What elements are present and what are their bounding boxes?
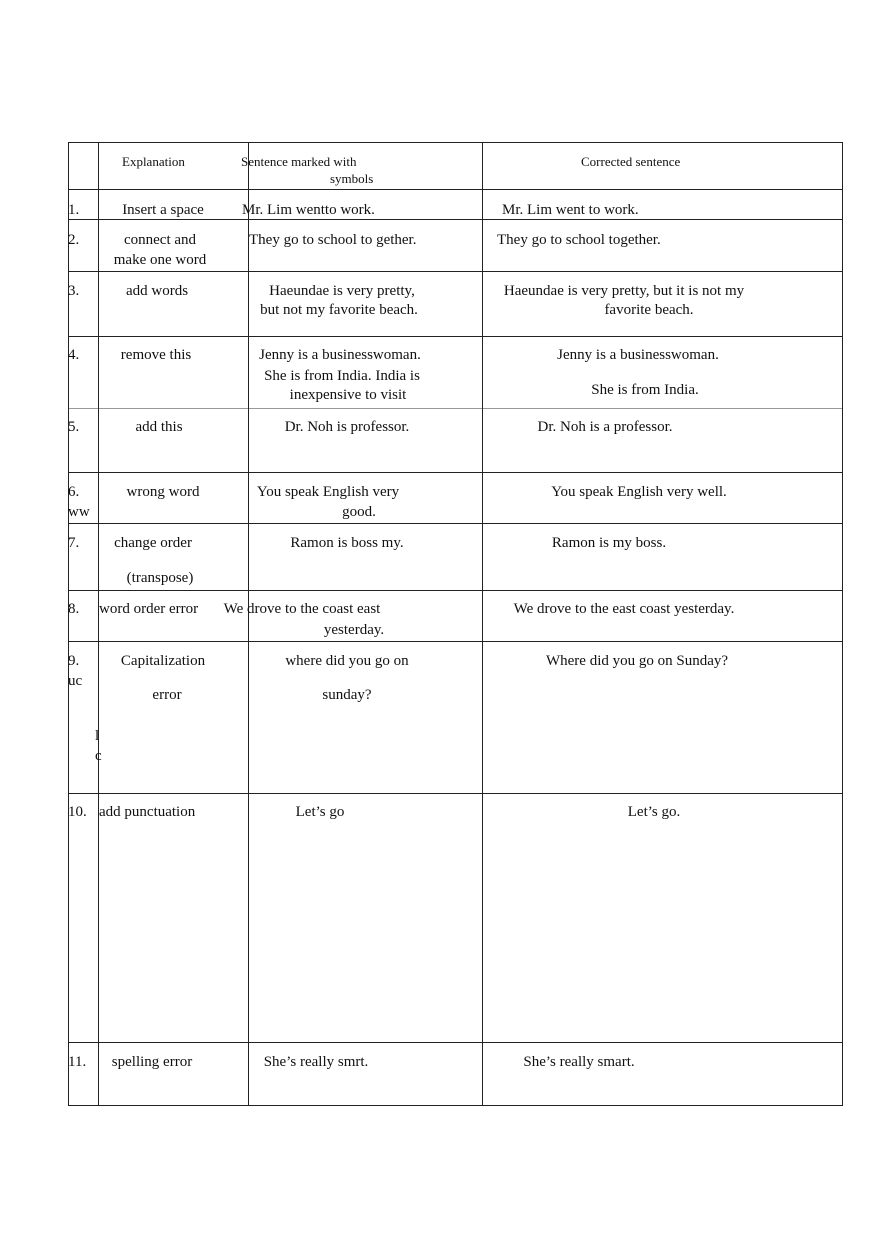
row-divider (68, 142, 843, 143)
marked-sentence: where did you go on (285, 653, 409, 669)
header-explanation: Explanation (122, 154, 185, 169)
marked-sentence: Jenny is a businesswoman. (259, 347, 421, 363)
corrected-sentence: They go to school together. (497, 232, 661, 248)
marked-sentence: Ramon is boss my. (290, 535, 404, 551)
corrected-sentence: Mr. Lim went to work. (502, 202, 639, 218)
explanation-text: (transpose) (126, 570, 194, 586)
marked-sentence: We drove to the coast east (223, 601, 381, 617)
row-divider (68, 336, 843, 337)
row-divider (68, 590, 843, 591)
explanation-text: wrong word (126, 484, 200, 500)
corrected-sentence: She is from India. (591, 382, 699, 398)
row-divider (68, 189, 843, 190)
column-divider (482, 142, 483, 1106)
row-number: 10. (68, 804, 87, 820)
row-number: 4. (68, 347, 80, 363)
corrected-sentence: Jenny is a businesswoman. (557, 347, 719, 363)
corrected-sentence: Ramon is my boss. (551, 535, 667, 551)
header-corrected: Corrected sentence (581, 154, 681, 169)
row-number: 8. (68, 601, 80, 617)
column-divider (98, 142, 99, 1106)
explanation-text: word order error (99, 601, 199, 617)
row-divider (68, 408, 843, 409)
corrected-sentence: Let’s go. (627, 804, 681, 820)
explanation-text: spelling error (111, 1054, 193, 1070)
header-marked-2: symbols (330, 171, 374, 186)
row-divider (68, 641, 843, 642)
marked-sentence: They go to school to gether. (249, 232, 417, 248)
explanation-text: error (152, 687, 182, 703)
corrected-sentence: You speak English very well. (551, 484, 727, 500)
marked-sentence: Mr. Lim wentto work. (242, 202, 375, 218)
marked-sentence: but not my favorite beach. (260, 302, 418, 318)
explanation-text: add words (125, 283, 189, 299)
marked-sentence: Let’s go (295, 804, 345, 820)
row-number: 6. (68, 484, 80, 500)
marked-sentence: yesterday. (323, 622, 385, 638)
corrected-sentence: We drove to the east coast yesterday. (513, 601, 735, 617)
marked-sentence: sunday? (322, 687, 372, 703)
marked-sentence: Dr. Noh is professor. (284, 419, 410, 435)
correction-symbol: ww (68, 504, 90, 520)
row-divider (68, 1105, 843, 1106)
marked-sentence: You speak English very (256, 484, 400, 500)
row-divider (68, 1042, 843, 1043)
explanation-text: Capitalization (120, 653, 206, 669)
corrected-sentence: Dr. Noh is a professor. (537, 419, 673, 435)
row-number: 7. (68, 535, 80, 551)
column-divider (248, 142, 249, 1106)
marked-sentence: inexpensive to visit (289, 387, 407, 403)
corrected-sentence: Haeundae is very pretty, but it is not my (503, 283, 745, 299)
corrected-sentence: favorite beach. (604, 302, 694, 318)
row-divider (68, 472, 843, 473)
marked-sentence: good. (342, 504, 376, 520)
row-number: 3. (68, 283, 80, 299)
corrected-sentence: She’s really smart. (523, 1054, 635, 1070)
row-divider (68, 523, 843, 524)
marked-sentence: She’s really smrt. (263, 1054, 369, 1070)
explanation-text: add this (135, 419, 183, 435)
correction-symbol: c (95, 748, 102, 764)
explanation-text: add punctuation (99, 804, 196, 820)
corrected-sentence: Where did you go on Sunday? (545, 653, 729, 669)
explanation-text: remove this (120, 347, 192, 363)
row-number: 2. (68, 232, 80, 248)
correction-symbol: l (95, 728, 100, 744)
marked-sentence: She is from India. India is (264, 368, 420, 384)
correction-symbol: uc (68, 673, 83, 689)
explanation-text: make one word (113, 252, 207, 268)
column-divider (842, 142, 843, 1106)
row-number: 5. (68, 419, 80, 435)
row-number: 11. (68, 1054, 87, 1070)
marked-sentence: Haeundae is very pretty, (269, 283, 415, 299)
explanation-text: change order (114, 535, 192, 551)
row-number: 1. (68, 202, 80, 218)
row-number: 9. (68, 653, 80, 669)
explanation-text: connect and (123, 232, 197, 248)
header-marked: Sentence marked with (241, 154, 357, 169)
row-divider (68, 271, 843, 272)
row-divider (68, 793, 843, 794)
explanation-text: Insert a space (122, 202, 204, 218)
